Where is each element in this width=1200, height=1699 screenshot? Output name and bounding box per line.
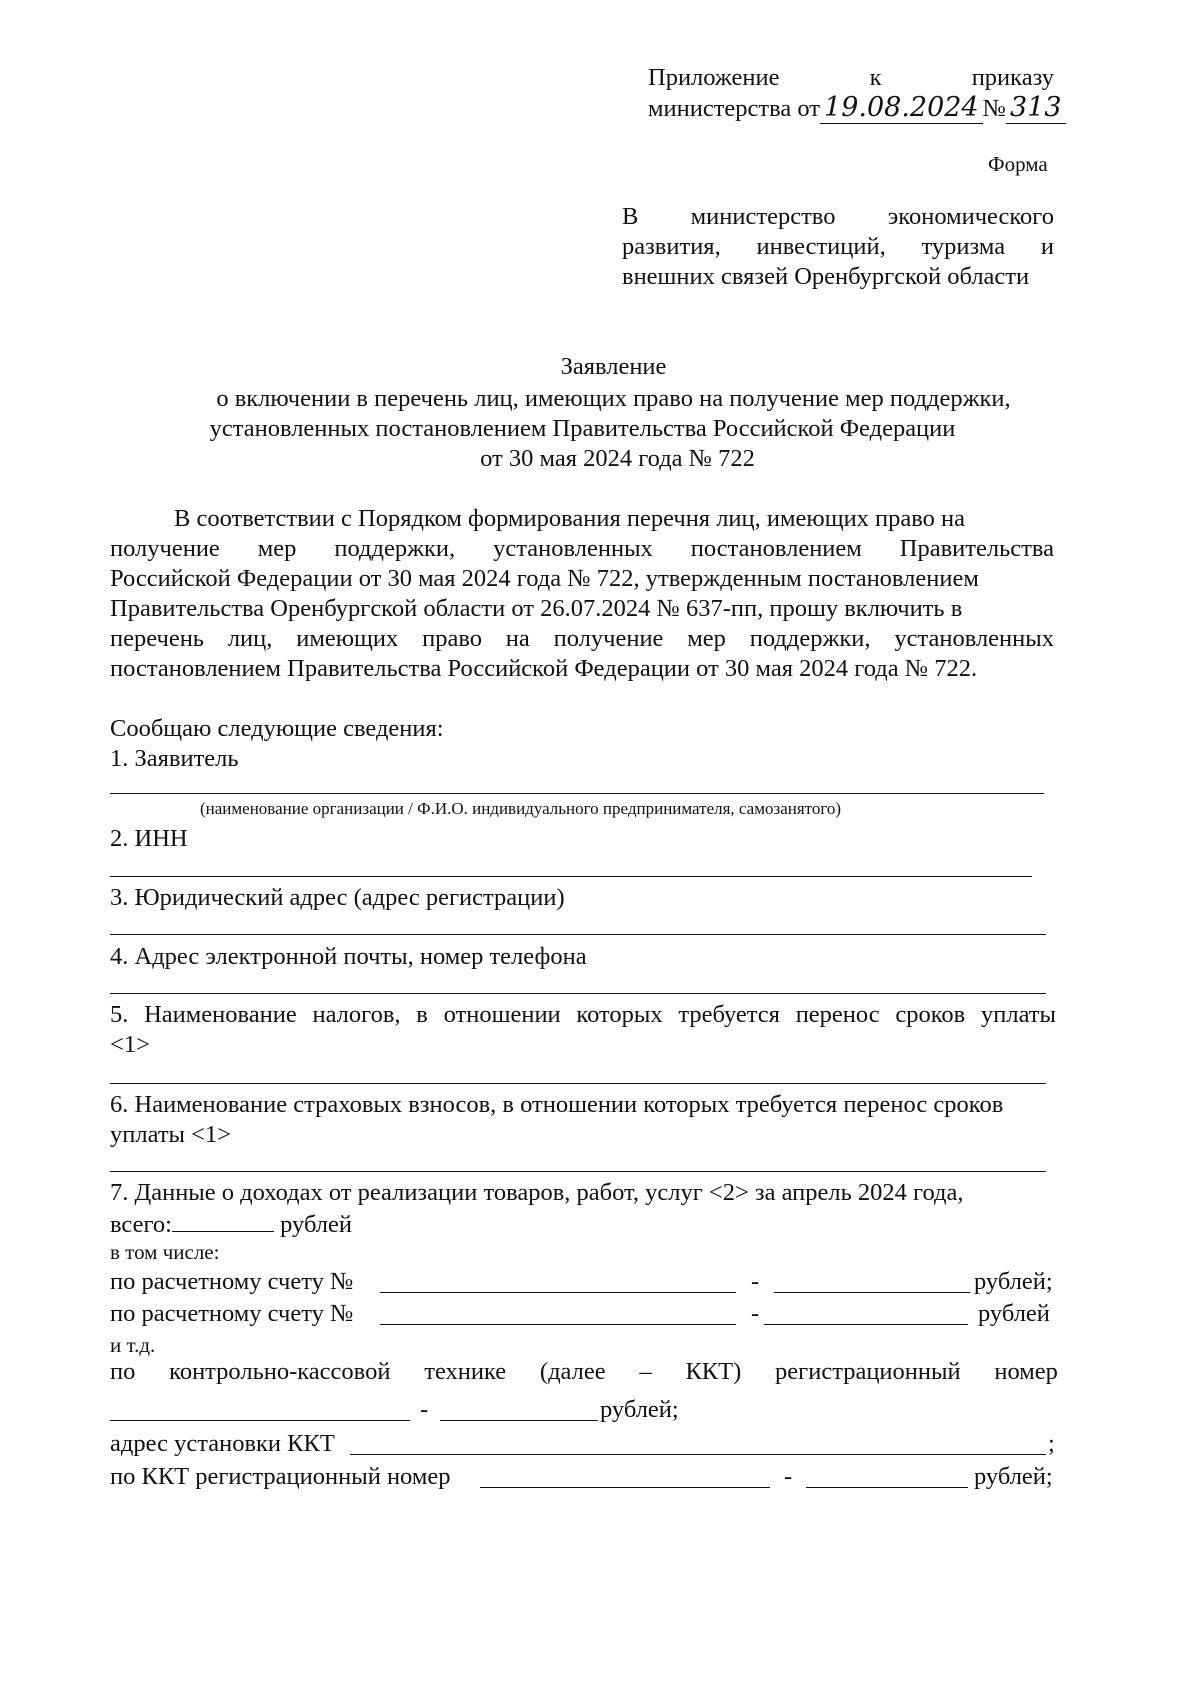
intro-word: установленных — [493, 535, 653, 562]
intro-line3: Российской Федерации от 30 мая 2024 года № 722, утвержденным постановлением — [110, 565, 979, 592]
kkt-amount-field[interactable] — [440, 1420, 598, 1421]
account-1-amount-field[interactable] — [774, 1292, 970, 1293]
item-4-label: 4. Адрес электронной почты, номер телефона — [110, 943, 587, 970]
account-2-rub: рублей — [978, 1300, 1050, 1327]
recipient-word: В — [622, 203, 639, 230]
intro-word: мер — [687, 625, 726, 652]
recipient-word: экономического — [887, 203, 1054, 230]
item-5-word: требуется — [678, 1001, 780, 1028]
kkt-line — [110, 1356, 1058, 1388]
contributions-field-line[interactable] — [110, 1171, 1046, 1172]
item-3-label: 3. Юридический адрес (адрес регистрации) — [110, 884, 565, 911]
kkt-word: по — [110, 1358, 136, 1385]
item-6-line1: 6. Наименование страховых взносов, в отношении которых требуется перенос сроков — [110, 1091, 1004, 1118]
kkt-word: номер — [994, 1358, 1058, 1385]
recipient-word: и — [1040, 233, 1054, 260]
title-line1: Заявление — [560, 353, 667, 380]
account-1-number-field[interactable] — [380, 1292, 736, 1293]
item-2-label: 2. ИНН — [110, 825, 188, 852]
handwritten-date: 19.08.2024 — [820, 92, 983, 124]
kkt-reg-prefix: по ККТ регистрационный номер — [110, 1463, 451, 1490]
address-field-line[interactable] — [110, 934, 1046, 935]
kkt-word: ККТ) — [685, 1358, 742, 1385]
intro-word: поддержки, — [334, 535, 456, 562]
intro-word: постановлением — [690, 535, 862, 562]
intro-line1: В соответствии с Порядком формирования перечня лиц, имеющих право на — [174, 505, 966, 532]
intro-word: Правительства — [899, 535, 1054, 562]
item-6-line2: уплаты <1> — [110, 1121, 232, 1148]
item-1-label: 1. Заявитель — [110, 745, 239, 772]
recipient-line3: внешних связей Оренбургской области — [622, 263, 1030, 290]
kkt-address-prefix: адрес установки ККТ — [110, 1430, 335, 1457]
recipient-word: инвестиций, — [756, 233, 886, 260]
kkt-word: – — [639, 1358, 652, 1385]
item-5-word: сроков — [895, 1001, 966, 1028]
kkt-reg-number-field[interactable] — [480, 1487, 770, 1488]
recipient-word: развития, — [622, 233, 721, 260]
recipient-line2 — [622, 231, 1054, 263]
info-heading: Сообщаю следующие сведения: — [110, 715, 444, 742]
account-2-amount-field[interactable] — [764, 1324, 968, 1325]
contacts-field-line[interactable] — [110, 993, 1046, 994]
kkt-reg-rub: рублей; — [974, 1463, 1053, 1490]
item-5-word: Наименование — [144, 1001, 297, 1028]
item-5-word: уплаты — [980, 1001, 1056, 1028]
intro-word: получение — [110, 535, 220, 562]
account-1-rub: рублей; — [974, 1268, 1053, 1295]
intro-word: на — [505, 625, 530, 652]
applicant-field-line[interactable] — [110, 793, 1044, 794]
header-line2 — [648, 92, 1066, 125]
account-2-dash: - — [751, 1300, 760, 1327]
taxes-field-line[interactable] — [110, 1083, 1046, 1084]
form-label: Форма — [988, 152, 1048, 176]
etc-label: и т.д. — [110, 1333, 156, 1357]
item-5-word: в — [416, 1001, 428, 1028]
intro-line6: постановлением Правительства Российской Федерации от 30 мая 2024 года № 722. — [110, 655, 978, 682]
intro-word: имеющих — [296, 625, 399, 652]
account-2-number-field[interactable] — [380, 1324, 736, 1325]
header-line1 — [648, 62, 1054, 94]
intro-line4: Правительства Оренбургской области от 26.07.2024 № 637-пп, прошу включить в — [110, 595, 963, 622]
handwritten-number: 313 — [1006, 92, 1066, 124]
total-suffix: рублей — [280, 1211, 353, 1238]
intro-line2 — [110, 533, 1054, 565]
item-5-word: налогов, — [312, 1001, 401, 1028]
kkt-word: регистрационный — [775, 1358, 961, 1385]
header-word: к — [869, 64, 882, 91]
kkt-reg-dash: - — [784, 1463, 793, 1490]
recipient-word: министерство — [690, 203, 836, 230]
number-sign: № — [982, 95, 1006, 122]
recipient-word: туризма — [921, 233, 1006, 260]
item-5-line1 — [110, 999, 1056, 1031]
intro-word: получение — [553, 625, 664, 652]
kkt-address-semicolon: ; — [1048, 1430, 1055, 1457]
header-word: приказу — [971, 64, 1054, 91]
account-2-prefix: по расчетному счету № — [110, 1300, 354, 1327]
intro-word: лиц, — [227, 625, 273, 652]
intro-word: перечень — [110, 625, 204, 652]
kkt-word: (далее — [539, 1358, 606, 1385]
intro-word: установленных — [894, 625, 1054, 652]
kkt-word: технике — [424, 1358, 507, 1385]
inn-field-line[interactable] — [110, 876, 1032, 877]
kkt-rub: рублей; — [600, 1396, 679, 1423]
item-5-word: перенос — [795, 1001, 880, 1028]
intro-word: мер — [257, 535, 297, 562]
title-line2: о включении в перечень лиц, имеющих право на получение мер поддержки, — [216, 385, 1011, 412]
intro-word: поддержки, — [749, 625, 871, 652]
item-7-line1: 7. Данные о доходах от реализации товаров, работ, услуг <2> за апрель 2024 года, — [110, 1179, 964, 1206]
title-line3: установленных постановлением Правительства Российской Федерации — [209, 415, 956, 442]
recipient-line1 — [622, 201, 1054, 233]
total-prefix: всего: — [110, 1211, 172, 1238]
account-1-dash: - — [751, 1268, 760, 1295]
item-5-word: которых — [576, 1001, 663, 1028]
item-7-total-line — [110, 1207, 352, 1241]
intro-line5 — [110, 623, 1054, 655]
kkt-word: контрольно-кассовой — [169, 1358, 391, 1385]
kkt-address-field[interactable] — [350, 1454, 1046, 1455]
item-5-word: 5. — [110, 1001, 129, 1028]
title-line4: от 30 мая 2024 года № 722 — [480, 445, 755, 472]
header-word: Приложение — [648, 64, 780, 91]
intro-word: право — [422, 625, 482, 652]
item-5-word: отношении — [443, 1001, 561, 1028]
item-7-including: в том числе: — [110, 1240, 220, 1264]
kkt-number-dash: - — [420, 1396, 429, 1423]
kkt-number-field[interactable] — [110, 1420, 410, 1421]
item-5-line2: <1> — [110, 1031, 150, 1058]
kkt-reg-amount-field[interactable] — [806, 1487, 968, 1488]
account-1-prefix: по расчетному счету № — [110, 1268, 354, 1295]
applicant-field-hint: (наименование организации / Ф.И.О. индивидуального предпринимателя, самозанятого) — [200, 799, 842, 818]
total-amount-field[interactable] — [172, 1207, 274, 1232]
header-prefix: министерства от — [648, 95, 821, 122]
